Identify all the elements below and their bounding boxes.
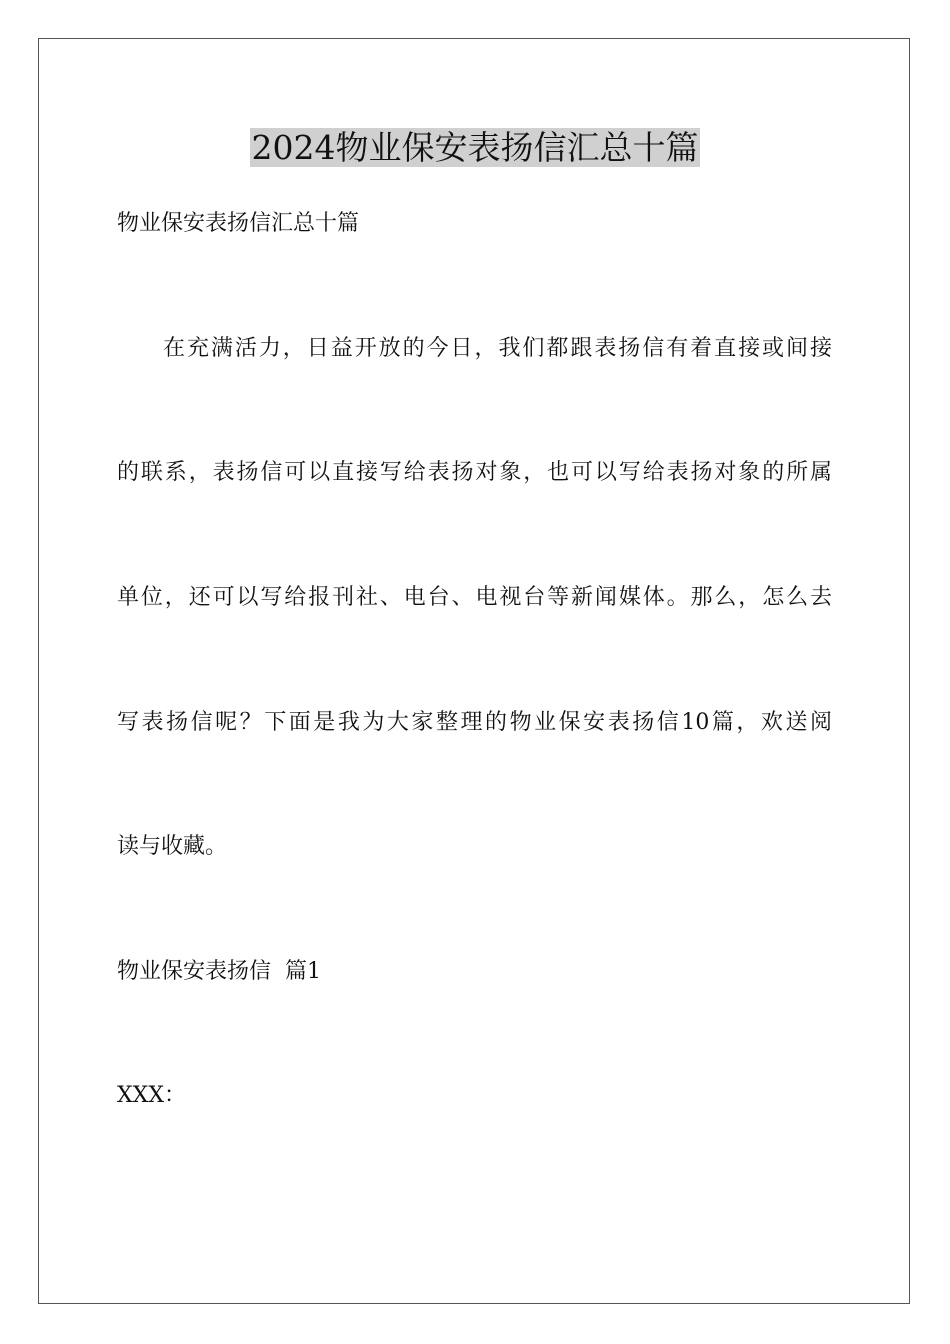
intro-line-3: 单位，还可以写给报刊社、电台、电视台等新闻媒体。那么，怎么去 [117, 585, 832, 610]
document-title [0, 125, 950, 171]
intro-line-2: 的联系，表扬信可以直接写给表扬对象，也可以写给表扬对象的所属 [117, 460, 832, 485]
intro-line-4: 写表扬信呢？下面是我为大家整理的物业保安表扬信10篇，欢送阅 [117, 710, 832, 735]
intro-line-5: 读与收藏。 [117, 834, 228, 859]
document-subtitle: 物业保安表扬信汇总十篇 [117, 211, 360, 236]
salutation: XXX： [117, 1083, 186, 1108]
intro-line-1: 在充满活力，日益开放的今日，我们都跟表扬信有着直接或间接 [163, 336, 832, 361]
document-title-text: 2024物业保安表扬信汇总十篇 [251, 128, 699, 167]
section-heading: 物业保安表扬信 篇1 [117, 959, 321, 984]
